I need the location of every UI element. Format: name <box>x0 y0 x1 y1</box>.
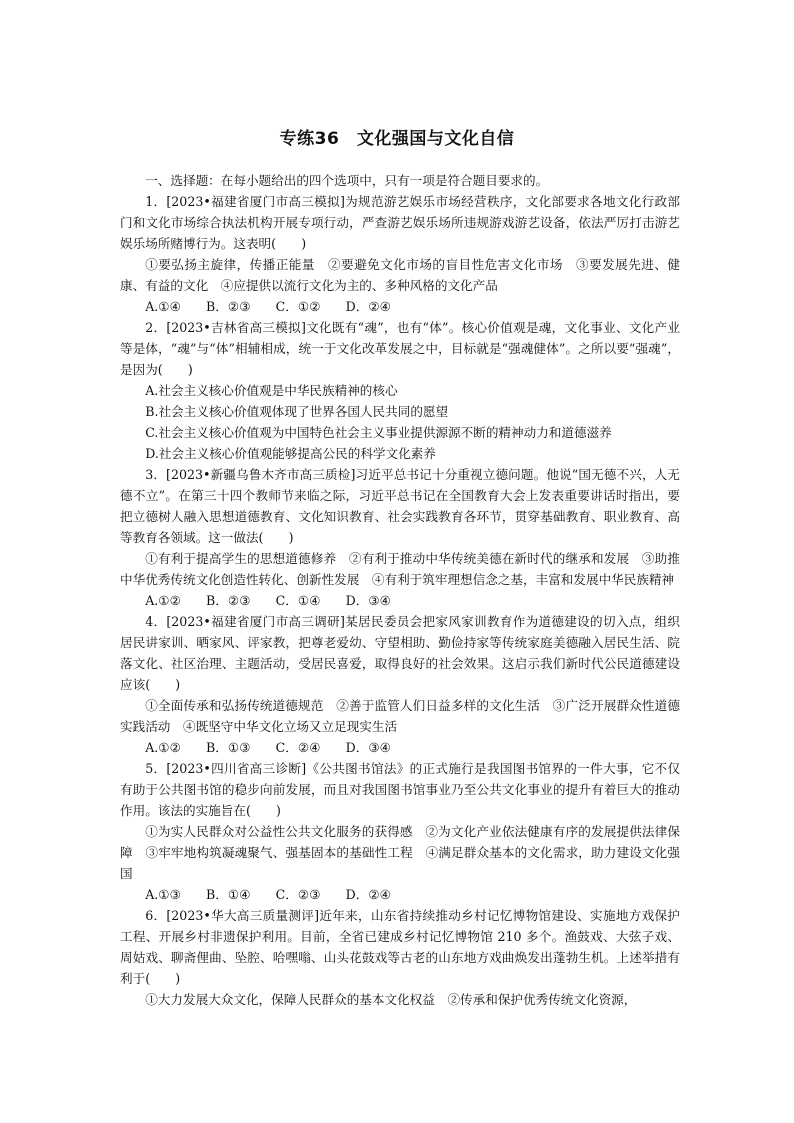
page-title: 专练36 文化强国与文化自信 <box>279 129 515 149</box>
question-3-choices: A.①② B．②③ C．①④ D．③④ <box>145 593 391 608</box>
question-4-items: ①全面传承和弘扬传统道德规范 ②善于监管人们日益多样的文化生活 ③广泛开展群众性道德实践活动 ④既坚守中华文化立场又立足现实生活 <box>120 698 680 734</box>
question-5-items: ①为实人民群众对公益性公共文化服务的获得感 ②为文化产业依法健康有序的发展提供法律保障 ③牢牢地构筑凝魂聚气、强基固本的基础性工程 ④满足群众基本的文化需求，助力建设文化强国 <box>120 824 680 881</box>
question-5-stem: 5．[2023•四川省高三诊断]《公共图书馆法》的正式施行是我国图书馆界的一件大事，它不仅有助于公共图书馆的稳步向前发展，而且对我国图书馆事业乃至公共文化事业的提升有着巨大的推动作用。该法的实施旨在( ) <box>120 761 680 818</box>
question-2-option-d: D.社会主义核心价值观能够提高公民的科学文化素养 <box>145 446 436 461</box>
question-4-stem: 4．[2023•福建省厦门市高三调研]某居民委员会把家风家训教育作为道德建设的切入点，组织居民讲家训、晒家风、评家教，把尊老爱幼、守望相助、勤俭持家等传统家庭美德融入居民生活、院落文化、社区治理、主题活动，受居民喜爱，取得良好的社会效果。这启示我们新时代公民道德建设应该( ) <box>120 614 680 692</box>
question-6-stem: 6．[2023•华大高三质量测评]近年来，山东省持续推动乡村记忆博物馆建设、实施地方戏保护工程、开展乡村非遗保护利用。目前，全省已建成乡村记忆博物馆 210 多个。渔鼓戏、大弦子戏、周姑戏、聊斋俚曲、坠腔、哈嘿嗡、山头花鼓戏等古老的山东地方戏曲焕发出蓬勃生机。上述举措有利于( ) <box>120 908 680 986</box>
question-1-choices: A.①④ B．②③ C．①② D．②④ <box>145 299 391 314</box>
question-2-stem: 2．[2023•吉林省高三模拟]文化既有“魂”，也有“体”。核心价值观是魂，文化事业、文化产业等是体，“魂”与“体”相辅相成，统一于文化改革发展之中，目标就是“强魂健体”。之所以要“强魂”，是因为( ) <box>120 320 680 377</box>
question-2-option-a: A.社会主义核心价值观是中华民族精神的核心 <box>145 383 398 398</box>
section-heading: 一、选择题：在每小题给出的四个选项中，只有一项是符合题目要求的。 <box>145 173 549 188</box>
question-4-choices: A.①② B．①③ C．②④ D．③④ <box>145 740 391 755</box>
question-5-choices: A.①③ B．①④ C．②③ D．②④ <box>145 887 391 902</box>
question-2-option-c: C.社会主义核心价值观为中国特色社会主义事业提供源源不断的精神动力和道德滋养 <box>145 425 612 440</box>
question-3-items: ①有利于提高学生的思想道德修养 ②有利于推动中华传统美德在新时代的继承和发展 ③助推中华优秀传统文化创造性转化、创新性发展 ④有利于筑牢理想信念之基，丰富和发展中华民族精神 <box>120 551 680 587</box>
question-6-items: ①大力发展大众文化，保障人民群众的基本文化权益 ②传承和保护优秀传统文化资源， <box>145 992 637 1007</box>
question-1-stem: 1．[2023•福建省厦门市高三模拟]为规范游艺娱乐市场经营秩序，文化部要求各地文化行政部门和文化市场综合执法机构开展专项行动，严查游艺娱乐场所违规游戏游艺设备，依法严厉打击游艺娱乐场所赌博行为。这表明( ) <box>120 194 680 251</box>
question-2-option-b: B.社会主义核心价值观体现了世界各国人民共同的愿望 <box>145 404 449 419</box>
question-1-items: ①要弘扬主旋律，传播正能量 ②要避免文化市场的盲目性危害文化市场 ③要发展先进、健康、有益的文化 ④应提供以流行文化为主的、多种风格的文化产品 <box>120 257 680 293</box>
question-3-stem: 3．[2023•新疆乌鲁木齐市高三质检]习近平总书记十分重视立德问题。他说“国无德不兴，人无德不立”。在第三十四个教师节来临之际，习近平总书记在全国教育大会上发表重要讲话时指出，要把立德树人融入思想道德教育、文化知识教育、社会实践教育各环节，贯穿基础教育、职业教育、高等教育各领域。这一做法( ) <box>120 467 680 545</box>
exercise-content <box>120 170 680 1010</box>
